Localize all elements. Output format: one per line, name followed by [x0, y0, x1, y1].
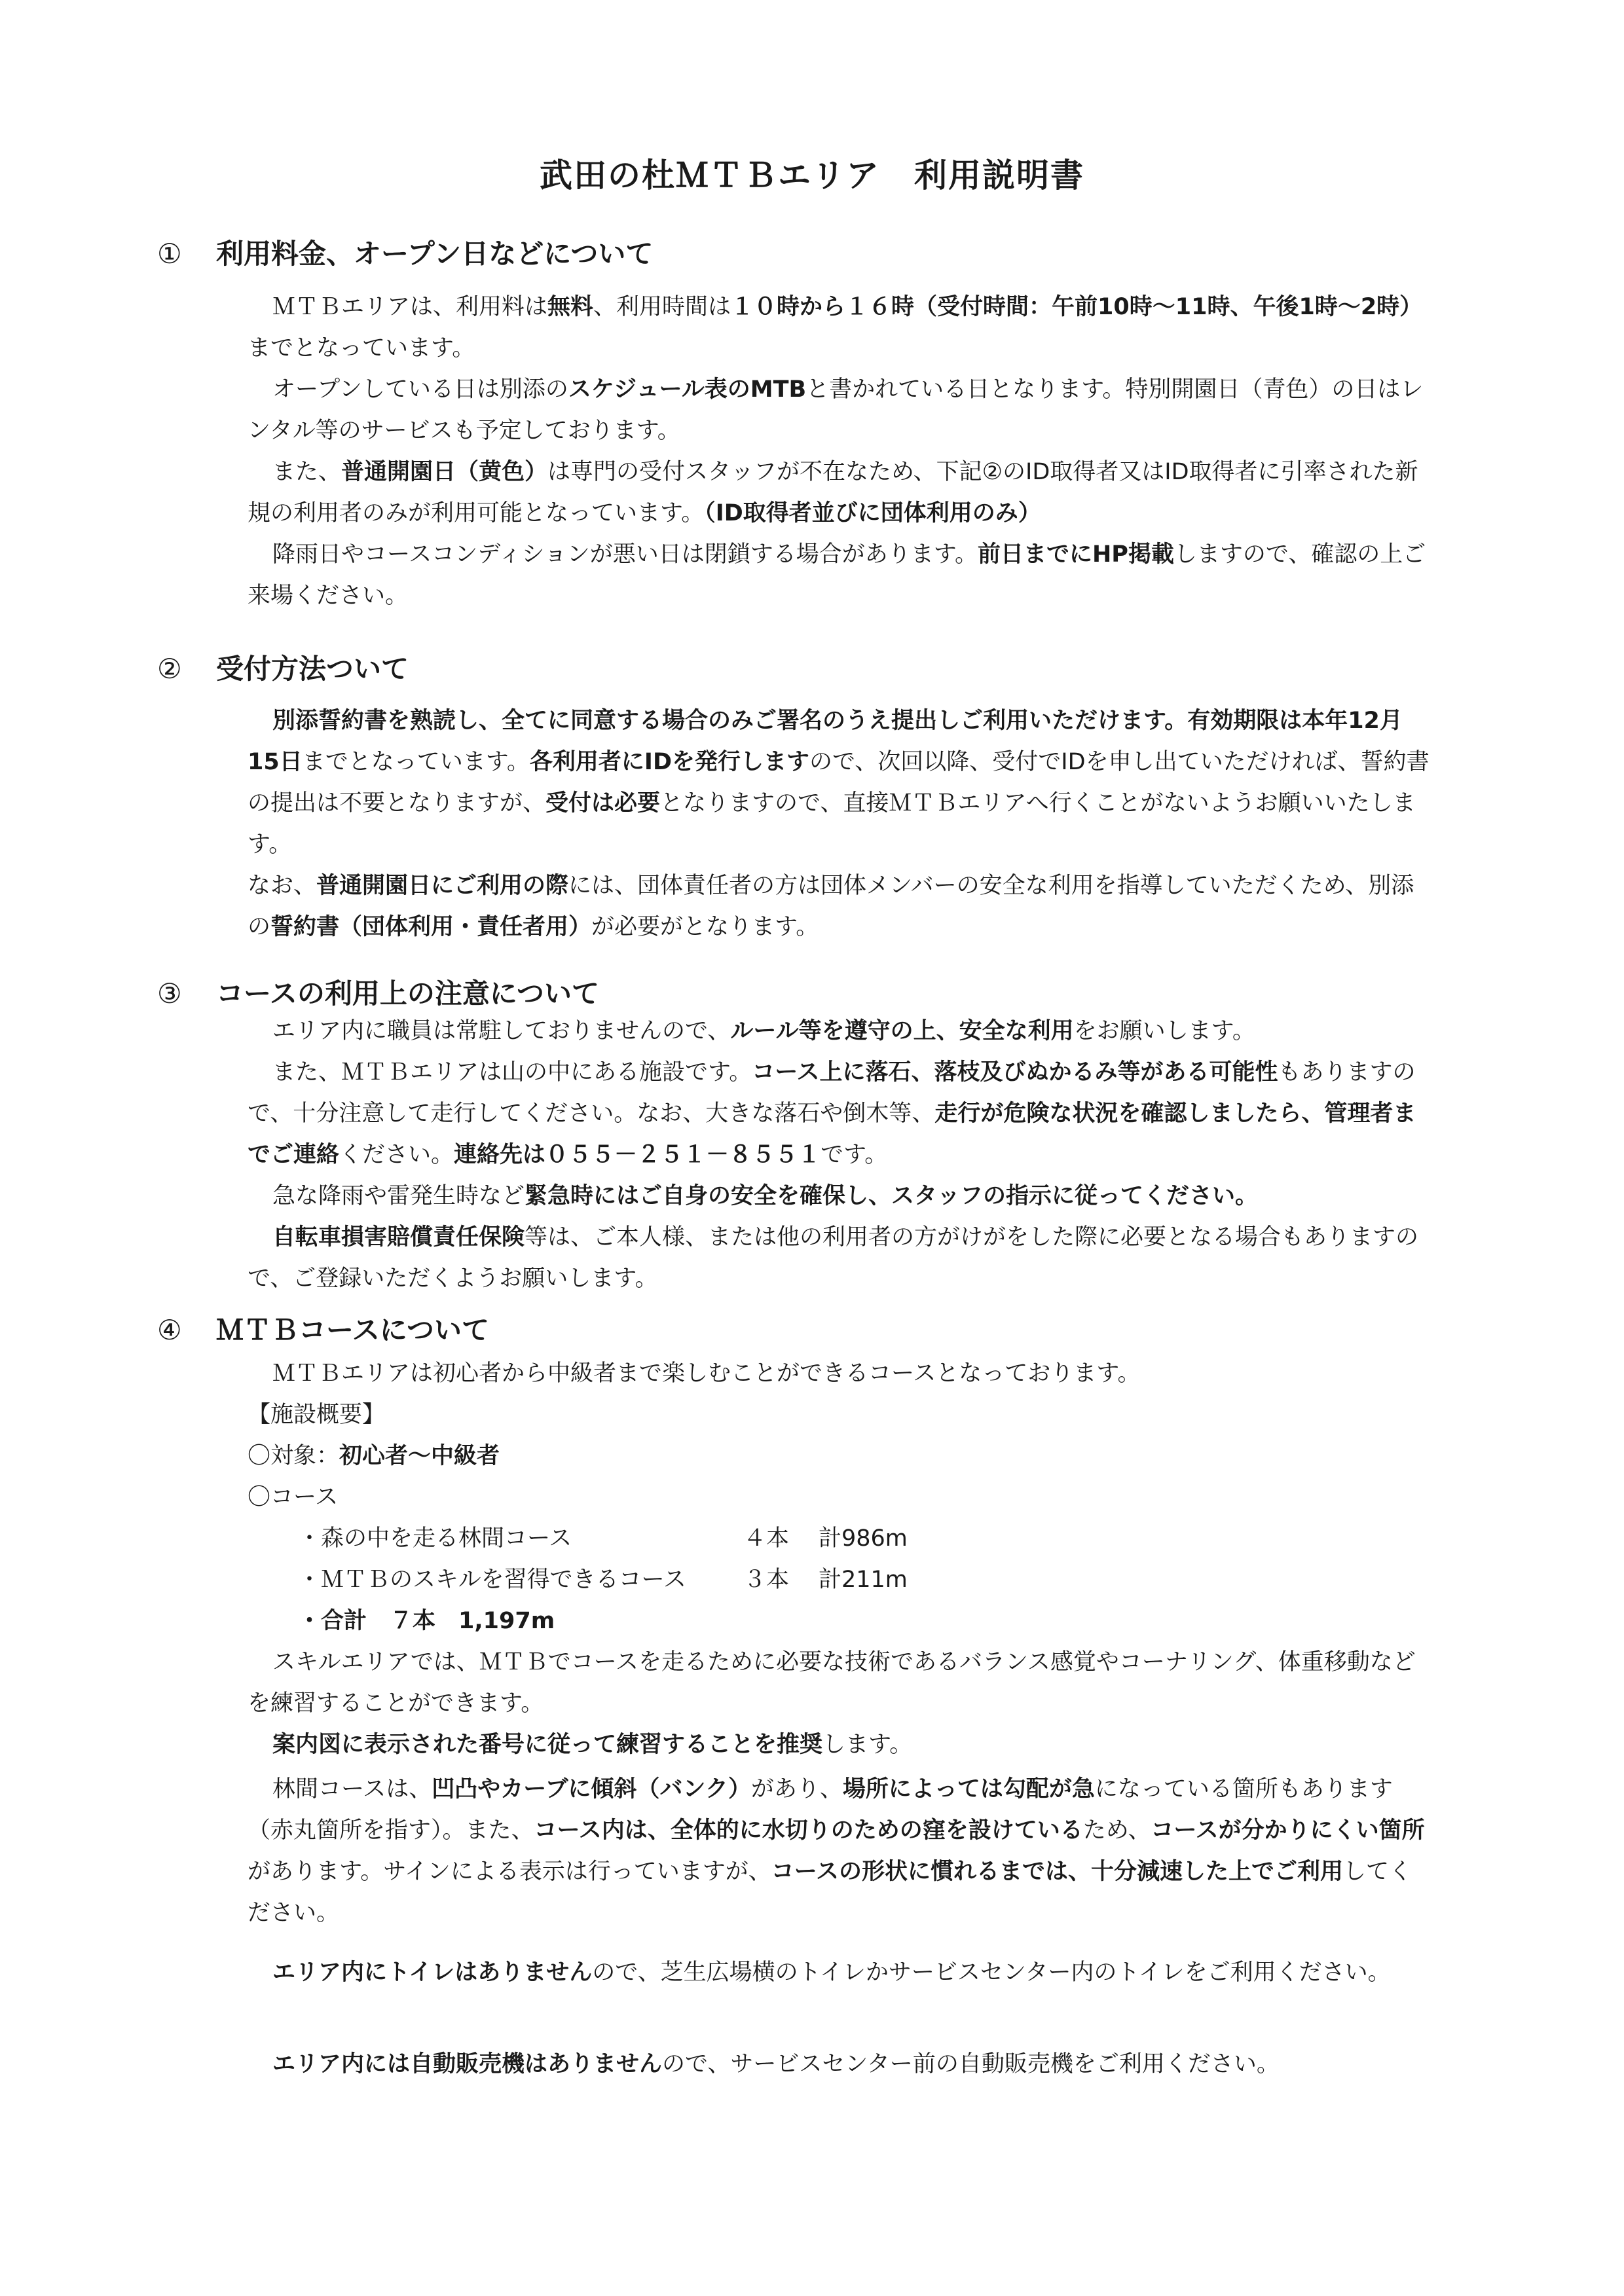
course-row-forest — [298, 1518, 908, 1559]
text-run: ので、サービスセンター前の自動販売機をご利用ください。 — [662, 2051, 1280, 2077]
section-1-number: ① — [157, 238, 182, 270]
bold-text-run: （ID取得者並びに団体利用のみ） — [704, 500, 1041, 526]
course-name: ・森の中を走る林間コース — [298, 1525, 572, 1552]
bold-text-run: コース上に落石、落枝及びぬかるみ等がある可能性 — [752, 1059, 1278, 1085]
section-1-paragraph-closure — [248, 534, 1430, 617]
bold-text-run: エリア内にトイレはありません — [272, 1959, 593, 1986]
text-run: です。 — [821, 1142, 888, 1168]
text-run: します。 — [822, 1732, 913, 1758]
section-4-paragraph-toilet — [248, 1952, 1430, 1994]
section-4-heading — [157, 1311, 489, 1350]
text-run: 、利用時間は — [593, 294, 731, 320]
bold-text-run: 受付は必要 — [545, 790, 661, 816]
section-3-heading — [157, 974, 599, 1013]
bold-text-run: 各利用者にIDを発行します — [529, 749, 809, 775]
bold-text-run: 前日までにHP掲載 — [977, 541, 1174, 568]
section-2-paragraph-pledge — [248, 701, 1430, 866]
section-1-paragraph-fee — [248, 287, 1430, 369]
text-run: スキルエリアでは、ＭＴＢでコースを走るために必要な技術であるバランス感覚やコーナリング、体重移動などを練習することができます。 — [248, 1649, 1416, 1717]
section-1-paragraph-schedule — [248, 369, 1430, 452]
text-run: また、ＭＴＢエリアは山の中にある施設です。 — [272, 1059, 752, 1085]
section-1-heading — [157, 234, 653, 274]
section-4-paragraph-intro — [248, 1353, 1430, 1394]
course-total-row: ・合計 ７本 1,197m — [298, 1608, 555, 1634]
bold-text-run: 普通開園日（黄色） — [341, 459, 548, 485]
section-3-title: コースの利用上の注意について — [216, 977, 600, 1010]
text-run: をお願いします。 — [1073, 1018, 1255, 1044]
bold-text-run: スケジュール表のMTB — [568, 376, 807, 403]
section-4-paragraph-forest-course — [248, 1769, 1430, 1934]
text-run: しますので、確認の上ご来場ください。 — [248, 541, 1426, 609]
bold-text-run: コース内は、全体的に水切りのための窪を設けている — [534, 1817, 1083, 1844]
bold-text-run: 別添誓約書を熟読し、全てに同意する場合のみご署名のうえ提出しご利用いただけます。有効期限は本年12月15日 — [248, 708, 1403, 775]
course-count: ３本 — [743, 1567, 790, 1593]
course-name: ・ＭＴＢのスキルを習得できるコース — [298, 1567, 686, 1593]
text-run: と書かれている日となります。特別開園日（青色）の日はレンタル等のサービスも予定しております。 — [248, 376, 1424, 444]
section-3-paragraph-emergency — [248, 1176, 1430, 1217]
bold-text-run: 緊急時にはご自身の安全を確保し、スタッフの指示に従ってください。 — [525, 1183, 1259, 1209]
target-label: 〇対象： — [248, 1443, 340, 1469]
course-count: ４本 — [743, 1525, 790, 1552]
bold-text-run: 無料 — [547, 294, 594, 320]
bold-text-run: 走行が危険な状況を確認しましたら、管理者までご連絡 — [248, 1101, 1416, 1168]
bold-text-run: コースの形状に慣れるまでは、十分減速した上でご利用 — [771, 1859, 1344, 1885]
text-run: が必要がとなります。 — [591, 914, 819, 940]
text-run: までとなっています。 — [302, 749, 530, 775]
text-run: オープンしている日は別添の — [272, 376, 568, 403]
section-4-paragraph-guide — [248, 1724, 1430, 1766]
section-2-title: 受付方法ついて — [216, 653, 409, 685]
section-2-paragraph-group — [248, 866, 1430, 948]
facility-overview-label: 【施設概要】 — [248, 1402, 386, 1428]
bold-text-run: エリア内には自動販売機はありません — [272, 2051, 663, 2077]
text-run: 等は、ご本人様、または他の利用者の方がけがをした際に必要となる場合もありますので、ご登録いただくようお願いします。 — [248, 1224, 1419, 1292]
section-3-number: ③ — [157, 977, 182, 1010]
bold-text-run: 普通開園日にご利用の際 — [316, 873, 569, 899]
section-4-paragraph-vending — [248, 2044, 1430, 2085]
section-4-number: ④ — [157, 1314, 182, 1346]
section-3-paragraph-insurance — [248, 1217, 1430, 1300]
section-2-heading — [157, 649, 409, 689]
document-title: 武田の杜ＭＴＢエリア 利用説明書 — [540, 156, 1084, 194]
text-run: には、団体責任者の方は団体メンバーの安全な利用を指導していただくため、別添の — [248, 873, 1414, 940]
text-run: までとなっています。 — [248, 335, 475, 361]
course-label: 〇コース — [248, 1484, 339, 1510]
bold-text-run: 誓約書（団体利用・責任者用） — [270, 914, 592, 940]
bold-text-run: 案内図に表示された番号に従って練習することを推奨 — [272, 1732, 823, 1758]
text-run: 林間コースは、 — [272, 1776, 432, 1802]
text-run: ので、芝生広場横のトイレかサービスセンター内のトイレをご利用ください。 — [592, 1959, 1391, 1986]
text-run: は専門の受付スタッフが不在なため、下記②のID取得者又はID取得者に引率された新規の利用者のみが利用可能となっています。 — [248, 459, 1418, 526]
text-run: ＭＴＢエリアは、利用料は — [272, 294, 548, 320]
section-3-paragraph-hazards — [248, 1052, 1430, 1176]
bold-text-run: 自転車損害賠償責任保険 — [272, 1224, 525, 1250]
bold-text-run: 連絡先は０５５－２５１－８５５１ — [454, 1142, 821, 1168]
course-row-skill — [298, 1559, 908, 1601]
text-run: となりますので、直接ＭＴＢエリアへ行くことがないようお願いいたします。 — [248, 790, 1416, 858]
course-total: 計986m — [819, 1525, 908, 1552]
text-run: ため、 — [1082, 1817, 1151, 1844]
text-run: してください。 — [248, 1859, 1412, 1926]
text-run: もありますので、十分注意して走行してください。なお、大きな落石や倒木等、 — [248, 1059, 1416, 1127]
section-1-title: 利用料金、オープン日などについて — [216, 238, 654, 270]
text-run: 降雨日やコースコンディションが悪い日は閉鎖する場合があります。 — [272, 541, 978, 568]
bold-text-run: コースが分かりにくい箇所 — [1151, 1817, 1425, 1844]
bold-text-run: 場所によっては勾配が急 — [842, 1776, 1095, 1802]
section-2-number: ② — [157, 653, 182, 685]
target-row — [248, 1436, 500, 1477]
section-4-title: ＭＴＢコースについて — [216, 1314, 490, 1346]
text-run: になっている箇所もあります（赤丸箇所を指す）。また、 — [248, 1776, 1393, 1844]
bold-text-run: １０時から１６時（受付時間：午前10時～11時、午後1時～2時） — [731, 294, 1423, 320]
section-3-paragraph-rules — [248, 1011, 1430, 1052]
text-run: があり、 — [750, 1776, 843, 1802]
bold-text-run: ルール等を遵守の上、安全な利用 — [730, 1018, 1074, 1044]
text-run: なお、 — [248, 873, 317, 899]
text-run: また、 — [272, 459, 342, 485]
bold-text-run: 凹凸やカーブに傾斜（バンク） — [432, 1776, 751, 1802]
section-4-paragraph-skill-area — [248, 1642, 1430, 1724]
text-run: ください。 — [339, 1142, 454, 1168]
target-value: 初心者～中級者 — [339, 1443, 500, 1469]
course-total: 計211m — [819, 1567, 908, 1593]
text-run: ので、次回以降、受付でIDを申し出ていただければ、誓約書の提出は不要となりますが、 — [248, 749, 1430, 816]
text-run: 急な降雨や雷発生時など — [272, 1183, 525, 1209]
text-run: エリア内に職員は常駐しておりませんので、 — [272, 1018, 731, 1044]
section-1-paragraph-regular-days — [248, 452, 1430, 534]
text-run: があります。サインによる表示は行っていますが、 — [248, 1859, 771, 1885]
text-run: ＭＴＢエリアは初心者から中級者まで楽しむことができるコースとなっております。 — [272, 1360, 1141, 1387]
